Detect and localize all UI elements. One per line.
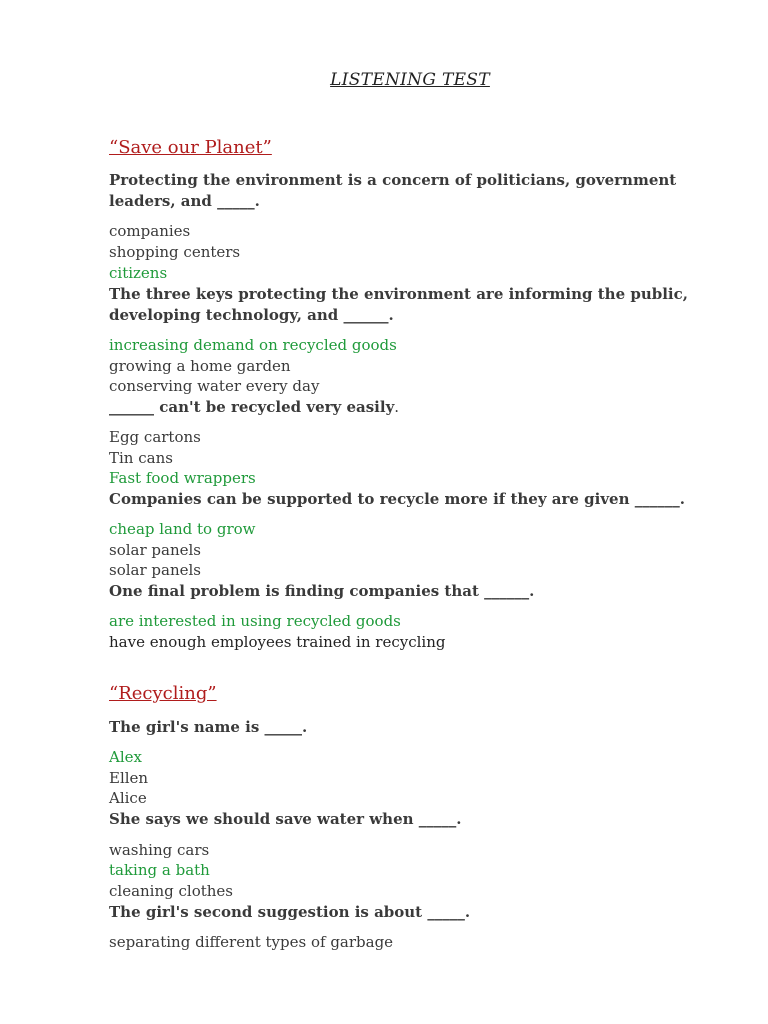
page-title: LISTENING TEST (330, 70, 490, 90)
option-cleaning-clothes: cleaning clothes (109, 882, 233, 900)
question-7: She says we should save water when _____. (109, 810, 462, 828)
option-separating-garbage: separating different types of garbage (109, 933, 394, 951)
answer-cheap-land: cheap land to grow (109, 520, 256, 538)
option-solar-panels-2: solar panels (109, 561, 201, 579)
option-alice: Alice (109, 789, 147, 807)
option-solar-panels-1: solar panels (109, 541, 201, 559)
section-heading-save-our-planet: “Save our Planet” (109, 137, 272, 158)
question-3 (109, 397, 399, 417)
answer-taking-a-bath: taking a bath (109, 861, 210, 879)
option-conserving-water: conserving water every day (109, 377, 320, 395)
answer-interested-recycled-goods: are interested in using recycled goods (109, 612, 401, 630)
option-enough-employees: have enough employees trained in recycling (109, 633, 446, 651)
question-3-text: ______ can't be recycled very easily (109, 398, 395, 416)
option-tin-cans: Tin cans (109, 449, 173, 467)
question-4: Companies can be supported to recycle more if they are given ______. (109, 490, 685, 508)
option-washing-cars: washing cars (109, 841, 210, 859)
option-egg-cartons: Egg cartons (109, 428, 201, 446)
question-1-line-1: Protecting the environment is a concern of politicians, government (109, 171, 677, 189)
option-growing-home-garden: growing a home garden (109, 357, 291, 375)
question-1-line-2: leaders, and _____. (109, 192, 260, 210)
answer-alex: Alex (109, 748, 142, 766)
option-shopping-centers: shopping centers (109, 243, 241, 261)
option-companies: companies (109, 222, 191, 240)
question-5: One final problem is finding companies that ______. (109, 582, 535, 600)
question-2-line-2: developing technology, and ______. (109, 306, 394, 324)
question-8: The girl's second suggestion is about _____. (109, 903, 471, 921)
section-heading-recycling: “Recycling” (109, 683, 217, 704)
question-3-period: . (394, 398, 400, 416)
question-2-line-1: The three keys protecting the environment are informing the public, (109, 285, 688, 303)
option-ellen: Ellen (109, 769, 149, 787)
question-6: The girl's name is _____. (109, 718, 308, 736)
answer-increasing-demand: increasing demand on recycled goods (109, 336, 397, 354)
answer-fast-food-wrappers: Fast food wrappers (109, 469, 256, 487)
answer-citizens: citizens (109, 264, 168, 282)
